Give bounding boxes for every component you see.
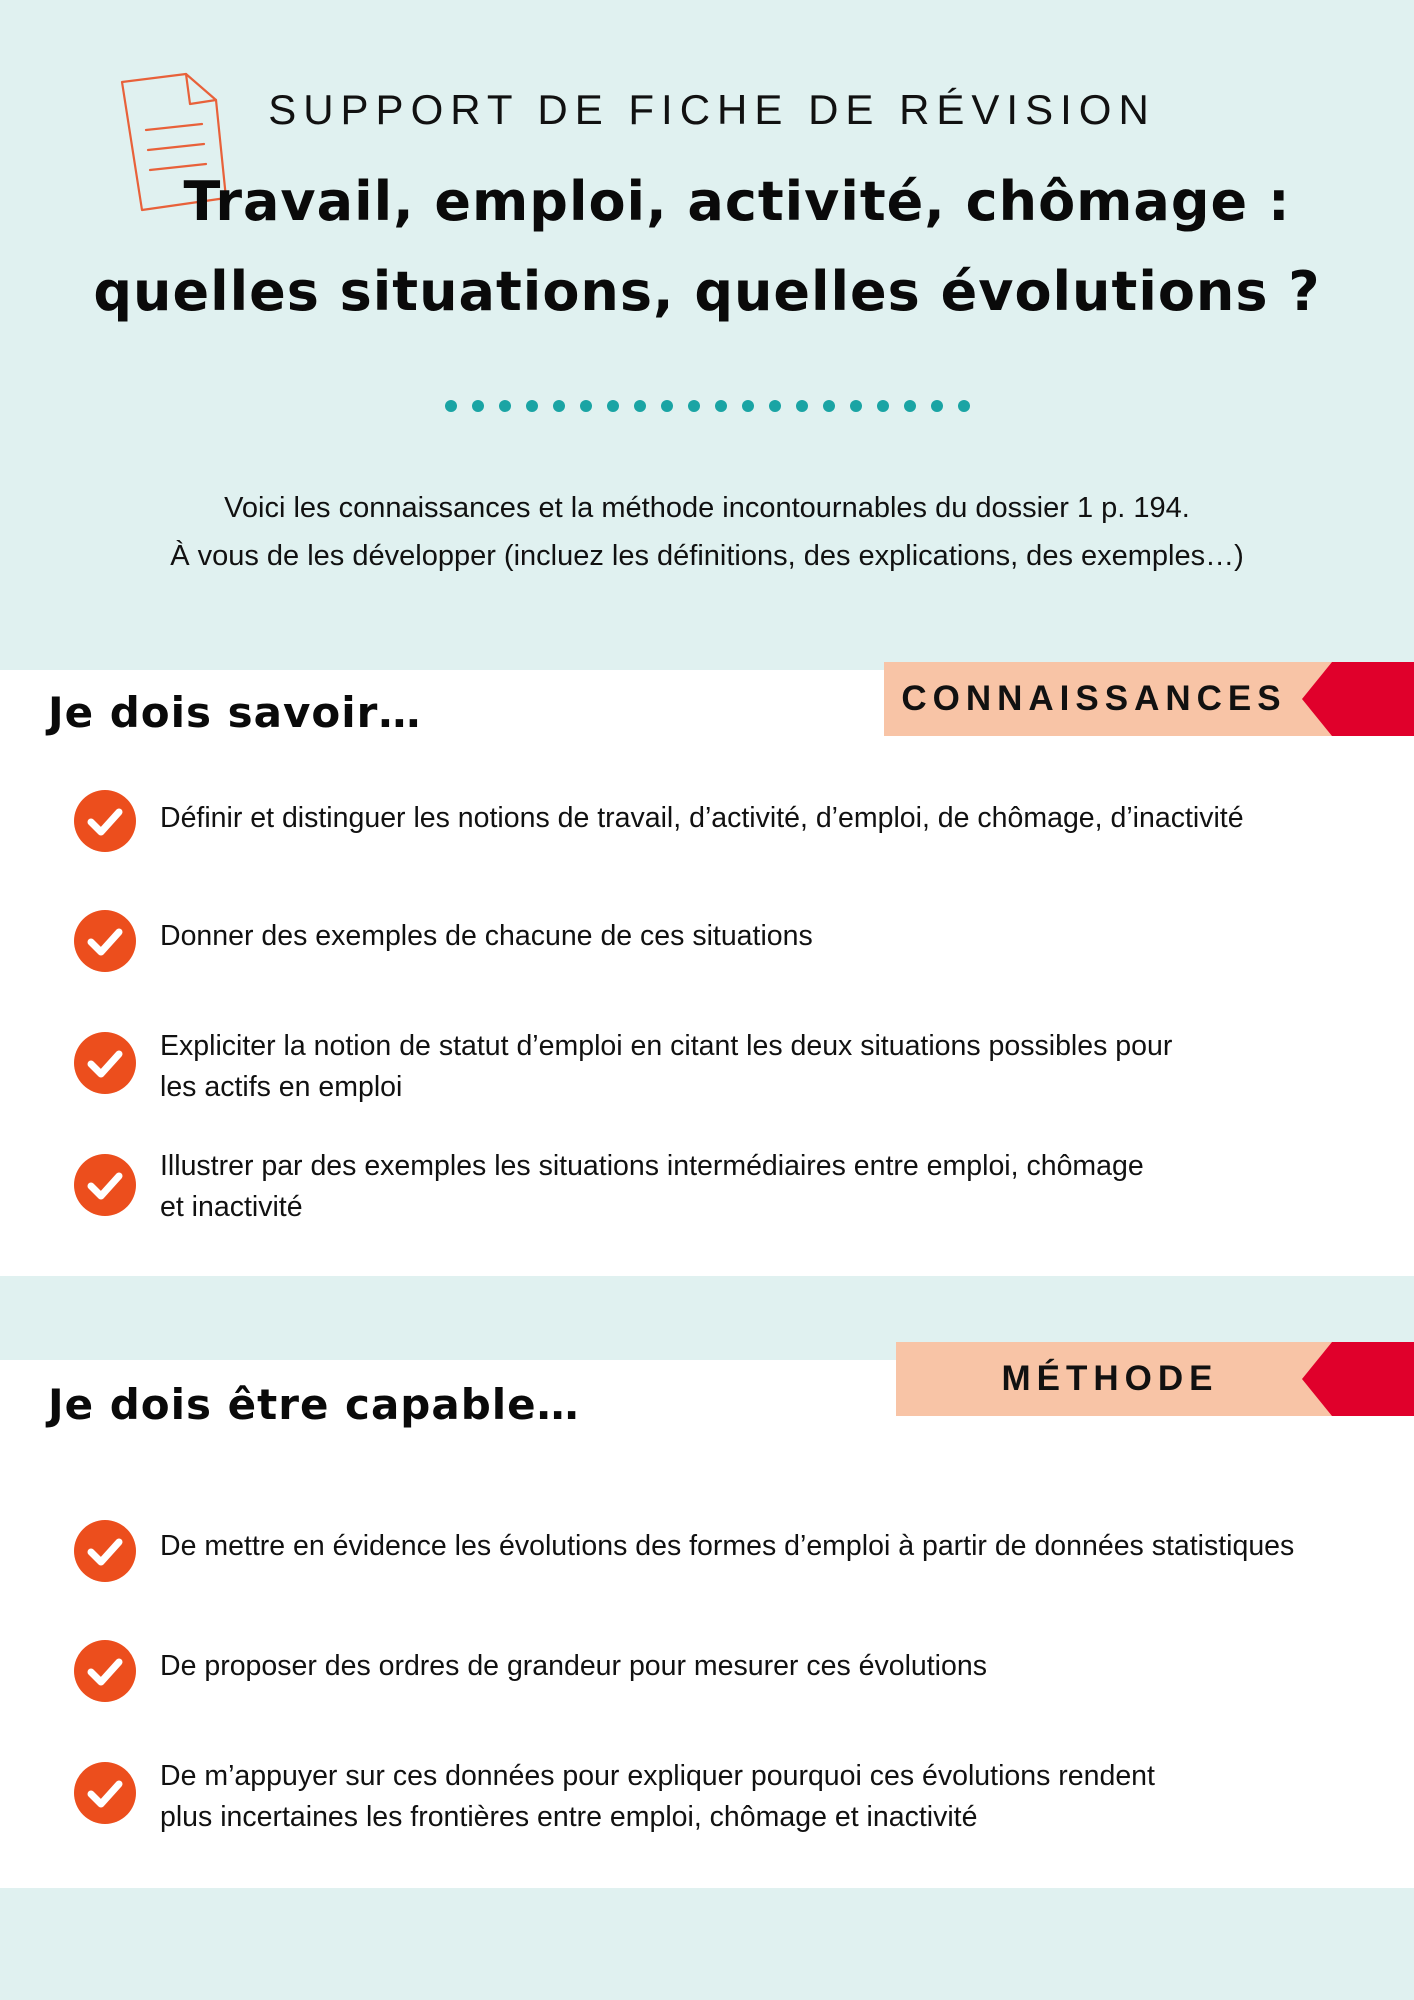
list-item-line: les actifs en emploi [160,1071,403,1103]
list-item-text [160,1026,1380,1108]
method-panel [0,1360,1414,1888]
check-icon [74,1640,136,1702]
list-item-line: et inactivité [160,1191,303,1223]
list-item-text [160,1146,1380,1228]
list-item-line: Donner des exemples de chacune de ces situations [160,920,813,952]
list-item-text [160,1646,1380,1687]
tag-flag-icon [1302,662,1414,736]
method-tag [896,1342,1414,1416]
check-icon [74,1154,136,1216]
list-item-text [160,1756,1380,1838]
list-item-line: De m’appuyer sur ces données pour expliquer pourquoi ces évolutions rendent [160,1760,1155,1792]
knowledge-tag-label: CONNAISSANCES [901,679,1287,718]
method-heading: Je dois être capable… [48,1380,580,1429]
page-title-line-2: quelles situations, quelles évolutions ? [93,260,1321,323]
intro-line-2: À vous de les développer (incluez les définitions, des explications, des exemples…) [170,540,1244,572]
check-icon [74,910,136,972]
knowledge-tag [884,662,1414,736]
list-item-text [160,798,1380,839]
dotted-divider [440,396,980,416]
check-icon [74,1520,136,1582]
list-item-text [160,916,1380,957]
check-icon [74,1032,136,1094]
check-icon [74,1762,136,1824]
list-item-line: De proposer des ordres de grandeur pour mesurer ces évolutions [160,1650,987,1682]
list-item-line: Expliciter la notion de statut d’emploi en citant les deux situations possibles pour [160,1030,1173,1062]
list-item-line: Illustrer par des exemples les situations intermédiaires entre emploi, chômage [160,1150,1144,1182]
tag-flag-icon [1302,1342,1414,1416]
intro-line-1: Voici les connaissances et la méthode incontournables du dossier 1 p. 194. [224,492,1190,524]
list-item-text [160,1526,1380,1567]
knowledge-heading: Je dois savoir… [48,688,422,737]
page-title-line-1: Travail, emploi, activité, chômage : [183,170,1291,233]
check-icon [74,790,136,852]
list-item-line: Définir et distinguer les notions de travail, d’activité, d’emploi, de chômage, d’inactivité [160,802,1244,834]
list-item-line: plus incertaines les frontières entre emploi, chômage et inactivité [160,1801,978,1833]
method-tag-label: MÉTHODE [1001,1359,1219,1398]
knowledge-panel [0,670,1414,1276]
list-item-line: De mettre en évidence les évolutions des formes d’emploi à partir de données statistiques [160,1530,1295,1562]
page-kicker: SUPPORT DE FICHE DE RÉVISION [268,86,1156,133]
